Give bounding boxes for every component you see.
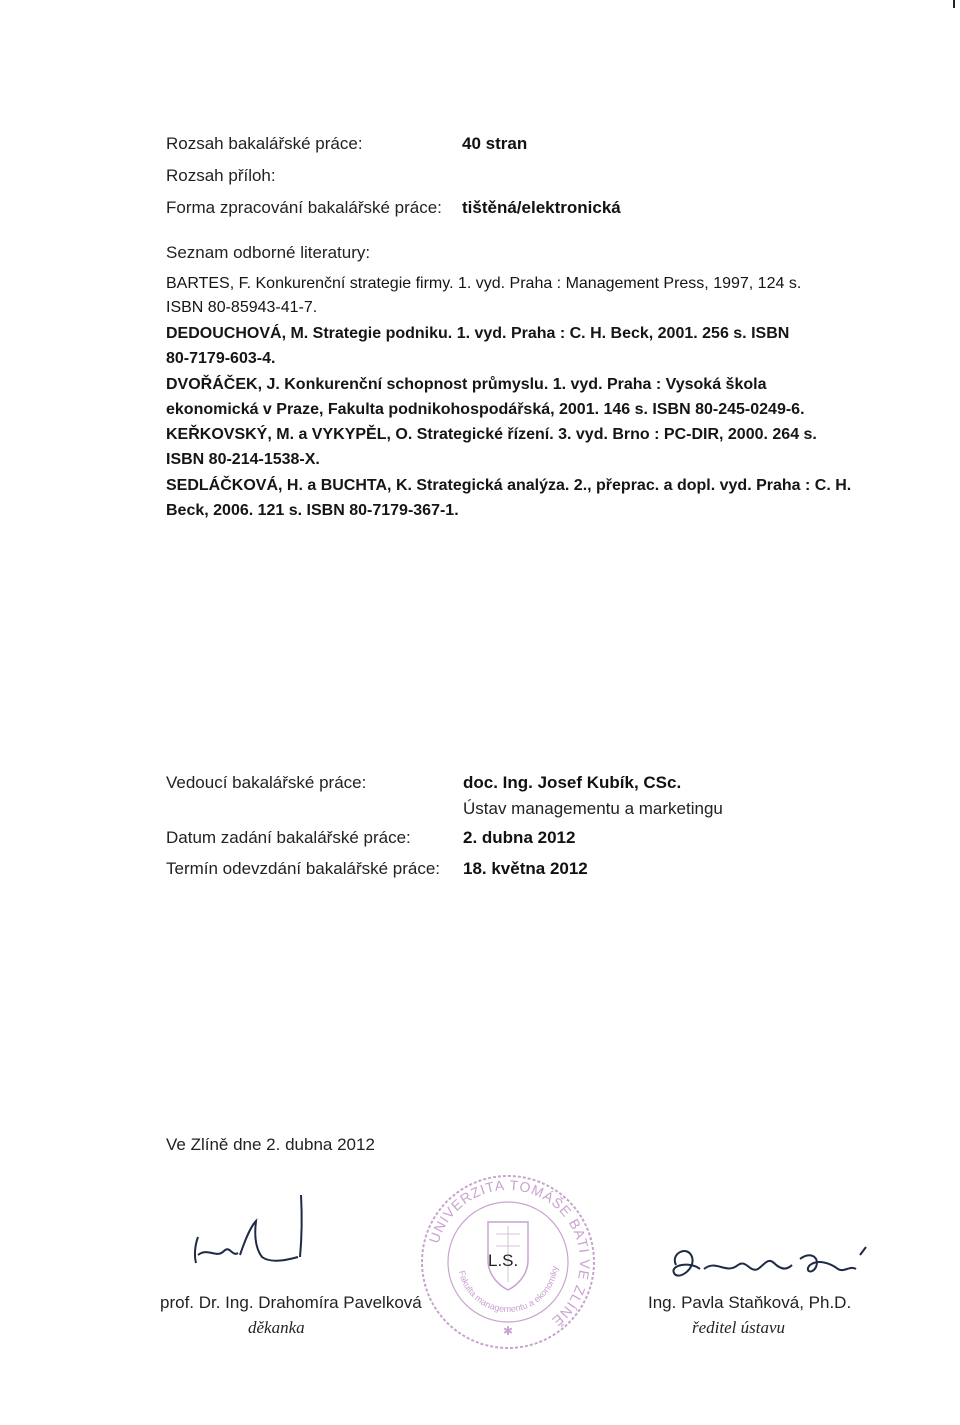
svg-text:UNIVERZITA TOMÁŠE BATI VE ZLÍN: UNIVERZITA TOMÁŠE BATI VE ZLÍNĚ — [425, 1176, 594, 1331]
dean-role: děkanka — [248, 1318, 305, 1337]
stamp-star: ✱ — [502, 1324, 514, 1338]
supervisor-label: Vedoucí bakalářské práce: — [166, 773, 367, 792]
extent-value: 40 stran — [462, 134, 528, 153]
supervisor-name: doc. Ing. Josef Kubík, CSc. — [463, 773, 682, 792]
assigned-label: Datum zadání bakalářské práce: — [166, 828, 411, 847]
place-date: Ve Zlíně dne 2. dubna 2012 — [166, 1135, 375, 1154]
attachments-label: Rozsah příloh: — [166, 166, 276, 185]
literature-line: 80-7179-603-4. — [166, 350, 276, 367]
literature-line: ISBN 80-214-1538-X. — [166, 451, 320, 468]
dean-name: prof. Dr. Ing. Drahomíra Pavelková — [160, 1293, 422, 1312]
extent-label: Rozsah bakalářské práce: — [166, 134, 363, 153]
literature-line: Beck, 2006. 121 s. ISBN 80-7179-367-1. — [166, 502, 459, 519]
form-value: tištěná/elektronická — [462, 198, 621, 217]
form-label: Forma zpracování bakalářské práce: — [166, 198, 442, 217]
dean-signature — [188, 1185, 328, 1295]
literature-line: ekonomická v Praze, Fakulta podnikohospodářská, 2001. 146 s. ISBN 80-245-0249-6. — [166, 401, 805, 418]
literature-line: SEDLÁČKOVÁ, H. a BUCHTA, K. Strategická analýza. 2., přeprac. a dopl. vyd. Praha : C. H. — [166, 477, 852, 494]
director-name: Ing. Pavla Staňková, Ph.D. — [648, 1293, 852, 1312]
assigned-value: 2. dubna 2012 — [463, 828, 576, 847]
literature-heading: Seznam odborné literatury: — [166, 243, 371, 262]
literature-line: DVOŘÁČEK, J. Konkurenční schopnost průmyslu. 1. vyd. Praha : Vysoká škola — [166, 376, 767, 393]
deadline-value: 18. května 2012 — [463, 859, 588, 878]
stamp-mark: L.S. — [488, 1251, 519, 1270]
supervisor-institute: Ústav managementu a marketingu — [463, 799, 723, 818]
literature-line: ISBN 80-85943-41-7. — [166, 299, 318, 316]
deadline-label: Termín odevzdání bakalářské práce: — [166, 859, 441, 878]
literature-line: DEDOUCHOVÁ, M. Strategie podniku. 1. vyd. Praha : C. H. Beck, 2001. 256 s. ISBN — [166, 325, 790, 342]
director-role: ředitel ústavu — [692, 1318, 786, 1337]
literature-line: KEŘKOVSKÝ, M. a VYKYPĚL, O. Strategické řízení. 3. vyd. Brno : PC-DIR, 2000. 264 s. — [166, 426, 817, 443]
scan-corner-mark — [953, 0, 955, 8]
director-signature — [660, 1235, 880, 1295]
svg-text:Fakulta managementu a ekonomik: Fakulta managementu a ekonomiky — [456, 1265, 560, 1315]
literature-line: BARTES, F. Konkurenční strategie firmy. 1. vyd. Praha : Management Press, 1997, 124 s. — [166, 275, 802, 292]
